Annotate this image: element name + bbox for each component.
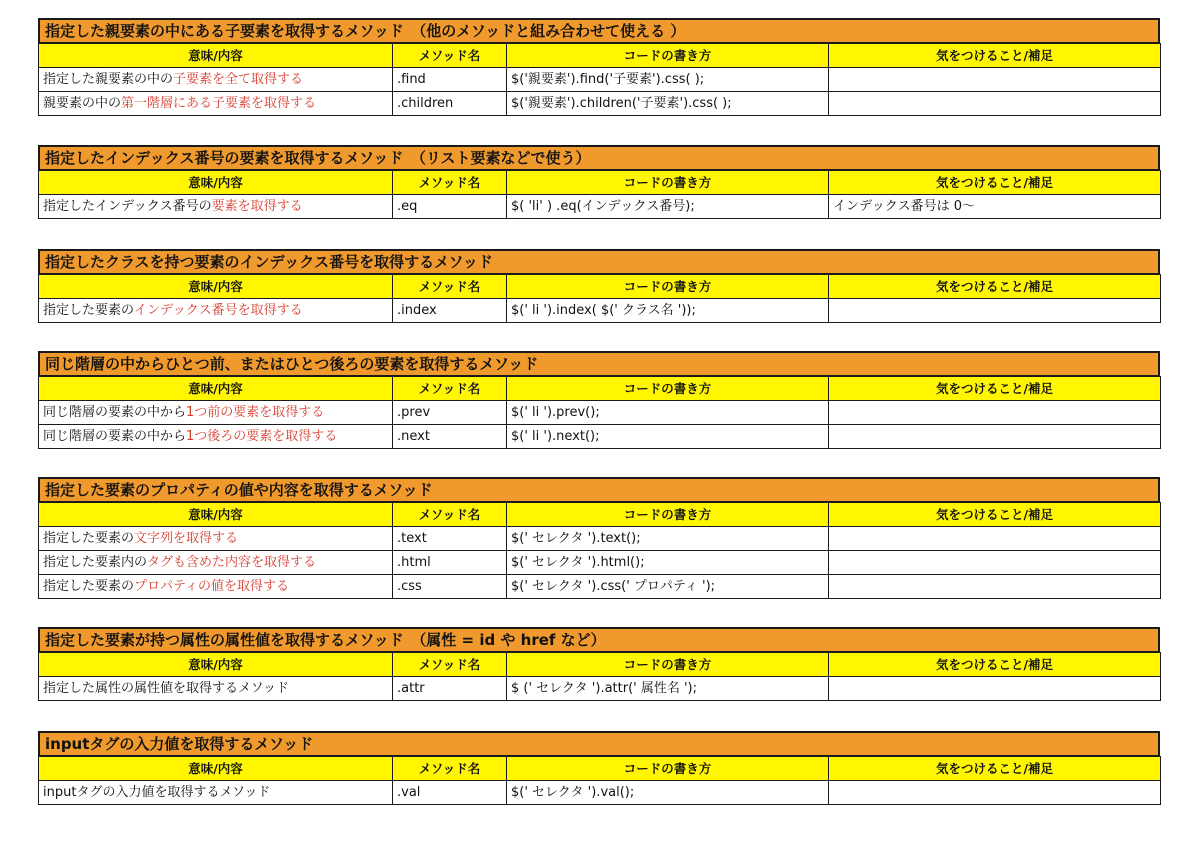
meaning-text: 指定した要素の: [43, 302, 135, 318]
table-header-row: [39, 503, 1161, 527]
header-note: 気をつけること/補足: [829, 757, 1161, 781]
header-note: 気をつけること/補足: [829, 653, 1161, 677]
cell-note: インデックス番号は 0〜: [829, 195, 1161, 219]
header-code: コードの書き方: [507, 653, 829, 677]
cell-method: .css: [393, 575, 507, 599]
meaning-highlight: タグも含めた内容を取得する: [147, 554, 317, 570]
section-title: inputタグの入力値を取得するメソッド: [38, 731, 1160, 756]
cell-note: [829, 401, 1161, 425]
method-section-3: [38, 249, 1160, 323]
section-title: 指定した要素のプロパティの値や内容を取得するメソッド: [38, 477, 1160, 502]
cell-note: [829, 527, 1161, 551]
cell-note: [829, 425, 1161, 449]
header-meaning: 意味/内容: [39, 171, 393, 195]
meaning-text: 指定した要素内の: [43, 554, 148, 570]
cell-code: $('親要素').children('子要素').css( );: [507, 92, 829, 116]
meaning-text: 指定した親要素の中の: [43, 71, 174, 87]
method-section-1: [38, 18, 1160, 116]
table-row: [39, 527, 1161, 551]
method-table: [38, 43, 1161, 116]
table-row: [39, 401, 1161, 425]
meaning-text: 指定した属性の属性値を取得するメソッド: [43, 680, 289, 696]
header-code: コードの書き方: [507, 275, 829, 299]
table-row: [39, 551, 1161, 575]
cell-meaning: [39, 527, 393, 551]
meaning-highlight: 第一階層にある子要素を取得する: [121, 95, 317, 111]
header-method: メソッド名: [393, 757, 507, 781]
cell-method: .text: [393, 527, 507, 551]
cell-code: $(' li ').prev();: [507, 401, 829, 425]
header-meaning: 意味/内容: [39, 757, 393, 781]
header-method: メソッド名: [393, 44, 507, 68]
method-section-5: [38, 477, 1160, 599]
cell-note: [829, 68, 1161, 92]
section-title: 指定したインデックス番号の要素を取得するメソッド （リスト要素などで使う）: [38, 145, 1160, 170]
header-code: コードの書き方: [507, 44, 829, 68]
header-method: メソッド名: [393, 171, 507, 195]
meaning-highlight: 文字列を取得する: [134, 530, 239, 546]
table-row: [39, 425, 1161, 449]
header-note: 気をつけること/補足: [829, 503, 1161, 527]
table-header-row: [39, 757, 1161, 781]
cell-code: $('親要素').find('子要素').css( );: [507, 68, 829, 92]
meaning-text: 同じ階層の要素の中から: [43, 428, 187, 444]
header-note: 気をつけること/補足: [829, 171, 1161, 195]
table-header-row: [39, 275, 1161, 299]
header-code: コードの書き方: [507, 377, 829, 401]
meaning-highlight: インデックス番号を取得する: [134, 302, 303, 318]
table-row: [39, 781, 1161, 805]
header-meaning: 意味/内容: [39, 275, 393, 299]
section-title: 同じ階層の中からひとつ前、またはひとつ後ろの要素を取得するメソッド: [38, 351, 1160, 376]
cell-method: .html: [393, 551, 507, 575]
header-code: コードの書き方: [507, 503, 829, 527]
cell-meaning: [39, 299, 393, 323]
method-section-7: [38, 731, 1160, 805]
header-method: メソッド名: [393, 503, 507, 527]
cell-method: .find: [393, 68, 507, 92]
meaning-text: 指定した要素の: [43, 578, 135, 594]
header-note: 気をつけること/補足: [829, 275, 1161, 299]
table-row: [39, 195, 1161, 219]
meaning-highlight: 1つ後ろの要素を取得する: [186, 428, 338, 444]
method-table: [38, 170, 1161, 219]
table-row: [39, 92, 1161, 116]
table-row: [39, 575, 1161, 599]
cell-meaning: [39, 425, 393, 449]
cell-meaning: [39, 92, 393, 116]
meaning-text: 指定したインデックス番号の: [43, 198, 212, 214]
cell-code: $(' セレクタ ').val();: [507, 781, 829, 805]
header-code: コードの書き方: [507, 757, 829, 781]
method-table: [38, 756, 1161, 805]
cell-note: [829, 781, 1161, 805]
cell-code: $(' セレクタ ').text();: [507, 527, 829, 551]
section-title: 指定した親要素の中にある子要素を取得するメソッド （他のメソッドと組み合わせて使える ）: [38, 18, 1160, 43]
table-header-row: [39, 653, 1161, 677]
cell-method: .index: [393, 299, 507, 323]
cell-meaning: [39, 551, 393, 575]
method-table: [38, 502, 1161, 599]
cell-code: $(' li ').next();: [507, 425, 829, 449]
table-row: [39, 299, 1161, 323]
meaning-text: 同じ階層の要素の中から: [43, 404, 187, 420]
cell-meaning: [39, 68, 393, 92]
cell-method: .attr: [393, 677, 507, 701]
cell-method: .children: [393, 92, 507, 116]
header-meaning: 意味/内容: [39, 653, 393, 677]
table-row: [39, 677, 1161, 701]
header-note: 気をつけること/補足: [829, 377, 1161, 401]
cell-meaning: [39, 575, 393, 599]
cell-method: .val: [393, 781, 507, 805]
meaning-text: 指定した要素の: [43, 530, 135, 546]
method-table: [38, 274, 1161, 323]
cell-note: [829, 575, 1161, 599]
cell-method: .prev: [393, 401, 507, 425]
meaning-highlight: 要素を取得する: [211, 198, 303, 214]
header-method: メソッド名: [393, 653, 507, 677]
method-section-2: [38, 145, 1160, 219]
cell-meaning: [39, 781, 393, 805]
table-header-row: [39, 44, 1161, 68]
cell-note: [829, 677, 1161, 701]
header-note: 気をつけること/補足: [829, 44, 1161, 68]
header-method: メソッド名: [393, 377, 507, 401]
table-row: [39, 68, 1161, 92]
cell-meaning: [39, 401, 393, 425]
cell-code: $(' セレクタ ').html();: [507, 551, 829, 575]
cell-code: $(' li ').index( $(' クラス名 '));: [507, 299, 829, 323]
meaning-text: inputタグの入力値を取得するメソッド: [43, 784, 271, 800]
table-header-row: [39, 377, 1161, 401]
method-table: [38, 376, 1161, 449]
method-section-6: [38, 627, 1160, 701]
cell-meaning: [39, 195, 393, 219]
header-meaning: 意味/内容: [39, 503, 393, 527]
cell-note: [829, 92, 1161, 116]
cell-method: .next: [393, 425, 507, 449]
cell-code: $ (' セレクタ ').attr(' 属性名 ');: [507, 677, 829, 701]
cell-note: [829, 299, 1161, 323]
method-section-4: [38, 351, 1160, 449]
cell-code: $(' セレクタ ').css(' プロパティ ');: [507, 575, 829, 599]
meaning-highlight: 1つ前の要素を取得する: [186, 404, 325, 420]
header-code: コードの書き方: [507, 171, 829, 195]
table-header-row: [39, 171, 1161, 195]
section-title: 指定した要素が持つ属性の属性値を取得するメソッド （属性 = id や href など）: [38, 627, 1160, 652]
meaning-text: 親要素の中の: [43, 95, 122, 111]
cell-meaning: [39, 677, 393, 701]
method-table: [38, 652, 1161, 701]
cell-code: $( 'li' ) .eq(インデックス番号);: [507, 195, 829, 219]
meaning-highlight: プロパティの値を取得する: [134, 578, 289, 594]
section-title: 指定したクラスを持つ要素のインデックス番号を取得するメソッド: [38, 249, 1160, 274]
cell-note: [829, 551, 1161, 575]
header-method: メソッド名: [393, 275, 507, 299]
header-meaning: 意味/内容: [39, 377, 393, 401]
meaning-highlight: 子要素を全て取得する: [173, 71, 304, 87]
cell-method: .eq: [393, 195, 507, 219]
header-meaning: 意味/内容: [39, 44, 393, 68]
